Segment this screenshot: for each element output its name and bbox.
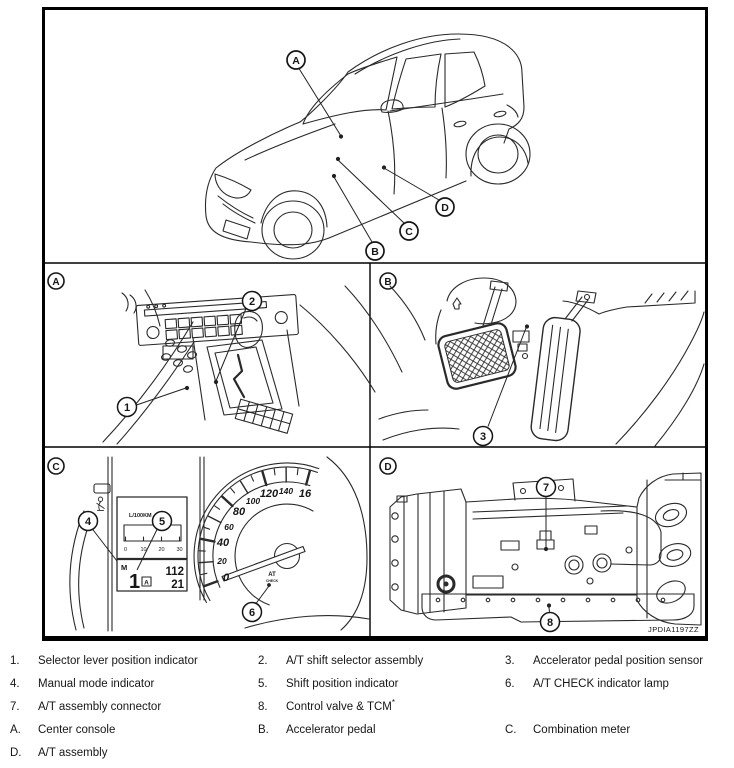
dial-40: 40	[216, 537, 230, 549]
dial-140: 140	[278, 486, 294, 496]
bell-housing	[390, 489, 466, 614]
panel-labels	[48, 273, 396, 474]
legend-item-5-number: 5.	[258, 678, 268, 690]
legend-item-2-number: 2.	[258, 655, 268, 667]
legend-spacer	[505, 696, 734, 719]
legend-item-b-label: Accelerator pedal	[286, 724, 376, 736]
legend-item-2-label: A/T shift selector assembly	[286, 655, 424, 667]
legend-item-d-number: D.	[10, 747, 22, 759]
legend-row-5	[0, 742, 734, 765]
dial-0: 0	[222, 572, 230, 584]
speedometer-numbers	[216, 486, 312, 584]
dial-80: 80	[232, 506, 246, 518]
at-lamp-subtext: CHECK	[265, 579, 279, 583]
front-wheel	[261, 191, 327, 259]
auto-mode-badge: A	[144, 579, 149, 587]
legend-item-6	[505, 673, 734, 696]
legend-row-2	[0, 673, 734, 696]
callout-4	[79, 512, 98, 531]
radio-head-unit	[136, 294, 298, 345]
dial-100: 100	[245, 496, 261, 506]
legend-item-5-label: Shift position indicator	[286, 678, 399, 690]
callout-6-number: 6	[248, 607, 256, 619]
callout-7	[537, 478, 556, 497]
figure-code: JPDIA1197ZZ	[648, 625, 699, 634]
legend-item-7-number: 7.	[10, 701, 20, 713]
callout-1-number: 1	[123, 402, 131, 414]
legend-row-3	[0, 696, 734, 719]
callout-3	[474, 427, 493, 446]
panel-c-letter: C	[52, 461, 60, 473]
legend-item-8-text: Control valve & TCM	[286, 701, 392, 713]
legend-item-4-label: Manual mode indicator	[38, 678, 155, 690]
legend-item-c-label: Combination meter	[533, 724, 631, 736]
legend-item-8-number: 8.	[258, 701, 268, 713]
legend-item-6-number: 6.	[505, 678, 515, 690]
car-callout-c-label: C	[405, 225, 413, 238]
legend-item-1-label: Selector lever position indicator	[38, 655, 198, 667]
dial-20: 20	[217, 556, 227, 566]
callout-5-number: 5	[158, 516, 166, 528]
legend-item-a	[10, 719, 258, 742]
dial-120: 120	[259, 488, 279, 500]
panel-a-center-console-drawing	[103, 286, 425, 444]
lcd-value-top: 112	[165, 566, 184, 578]
legend-item-d-label: A/T assembly	[38, 747, 108, 759]
legend-item-6-label: A/T CHECK indicator lamp	[533, 678, 669, 690]
seatbelt-warning-icon	[97, 497, 104, 510]
legend-row-4	[0, 719, 734, 742]
car-callout-d-label: D	[441, 201, 449, 214]
manual-mode-indicator: M	[121, 563, 128, 572]
legend-item-1	[10, 650, 258, 673]
car-callout-b-label: B	[371, 245, 379, 258]
legend-item-a-number: A.	[10, 724, 21, 736]
fuel-scale-0: 0	[123, 547, 128, 553]
legend-item-4	[10, 673, 258, 696]
car-callout-a-label: A	[292, 54, 300, 67]
legend-item-8-footnote-mark: *	[391, 698, 396, 708]
legend-item-4-number: 4.	[10, 678, 20, 690]
legend-row-1	[0, 650, 734, 673]
legend-item-2	[258, 650, 505, 673]
legend-item-3-label: Accelerator pedal position sensor	[533, 655, 704, 667]
fuel-scale-30: 30	[176, 547, 183, 553]
diagram-svg	[45, 10, 705, 636]
panel-d-label	[380, 458, 396, 474]
legend-item-3-number: 3.	[505, 655, 515, 667]
lcd-value-bottom: 21	[171, 579, 184, 591]
callout-7-number: 7	[542, 482, 550, 494]
legend-item-5	[258, 673, 505, 696]
callout-5	[153, 512, 172, 531]
legend-item-c	[505, 719, 734, 742]
panel-a-letter: A	[52, 276, 60, 288]
figure-frame	[42, 7, 708, 641]
callout-8-number: 8	[546, 617, 554, 629]
car-illustration	[205, 34, 530, 259]
dial-160: 16	[298, 488, 312, 500]
legend	[0, 650, 734, 765]
legend-item-1-number: 1.	[10, 655, 20, 667]
callout-6	[243, 603, 262, 622]
legend-item-8-label	[286, 696, 395, 719]
rear-wheel	[466, 124, 530, 184]
dial-60: 60	[224, 522, 234, 532]
panel-b-accelerator-pedal-drawing	[379, 278, 704, 446]
car-callout-d	[436, 198, 454, 216]
tail-housing	[637, 473, 701, 625]
legend-item-7-label: A/T assembly connector	[38, 701, 162, 713]
fuel-scale-10: 10	[140, 547, 147, 553]
fuel-economy-unit: L/100KM	[129, 513, 152, 519]
callout-2	[243, 292, 262, 311]
callout-2-number: 2	[248, 296, 256, 308]
panel-c-label	[48, 458, 64, 474]
callout-1	[118, 398, 137, 417]
legend-item-d	[10, 742, 258, 765]
panel-b-letter: B	[384, 276, 392, 288]
legend-item-3	[505, 650, 734, 673]
callout-8	[541, 613, 560, 632]
car-callout-b	[366, 242, 384, 260]
car-callout-c	[400, 222, 418, 240]
panel-b-label	[380, 273, 396, 289]
panel-a-label	[48, 273, 64, 289]
accelerator-pedal	[530, 316, 582, 442]
legend-item-a-label: Center console	[38, 724, 116, 736]
legend-item-8	[258, 696, 505, 719]
at-lamp-text: AT	[268, 572, 276, 578]
at-check-indicator-lamp	[266, 572, 279, 583]
speedometer-dial	[194, 463, 319, 605]
fuel-scale-20: 20	[158, 547, 165, 553]
callout-3-number: 3	[479, 431, 487, 443]
panel-d-letter: D	[384, 461, 392, 473]
shift-position-indicator: 1	[129, 571, 141, 593]
legend-item-b	[258, 719, 505, 742]
callout-4-number: 4	[84, 516, 92, 528]
legend-item-7	[10, 696, 258, 719]
legend-item-c-number: C.	[505, 724, 517, 736]
car-callout-a	[287, 51, 305, 69]
legend-item-b-number: B.	[258, 724, 269, 736]
